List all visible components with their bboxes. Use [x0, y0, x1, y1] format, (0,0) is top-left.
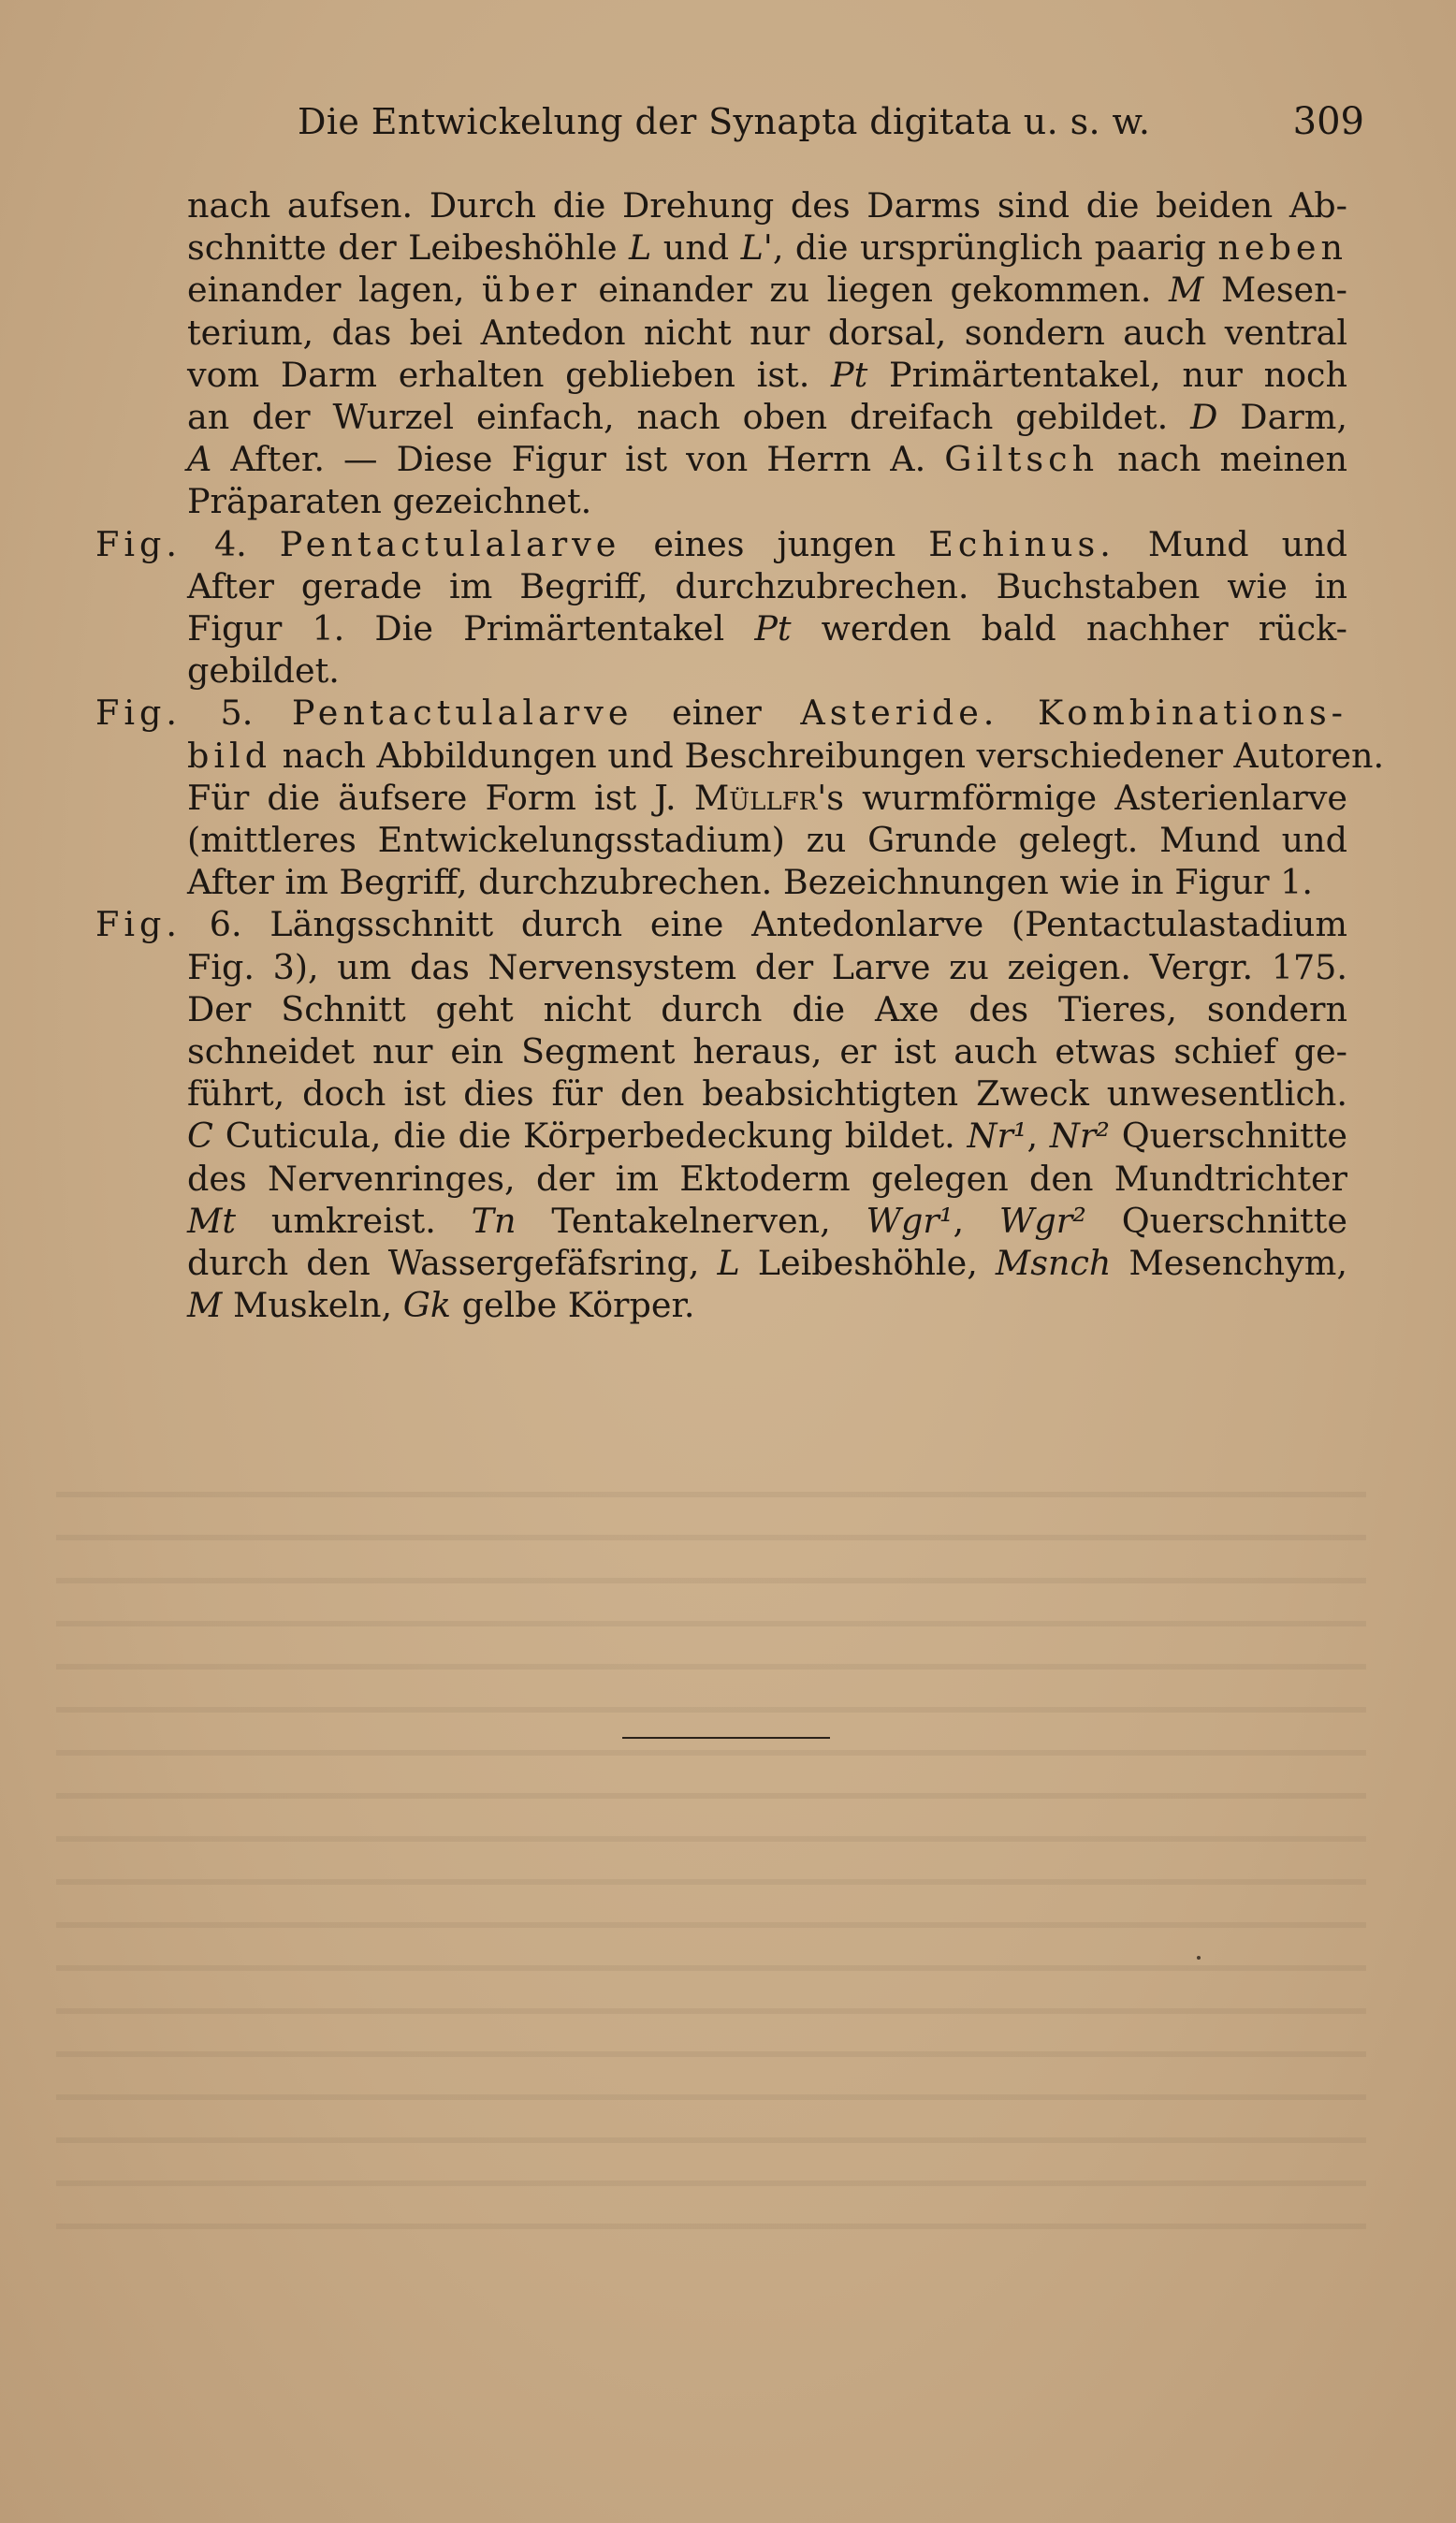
italic-label: Nr¹	[967, 1116, 1027, 1157]
small-caps-name: Müllfr	[693, 777, 818, 818]
text-line	[187, 565, 1347, 607]
text-line	[187, 819, 1347, 861]
paper-speck	[1197, 1956, 1201, 1960]
italic-label: D	[1190, 397, 1218, 437]
italic-label: Wgr¹	[866, 1200, 954, 1241]
text-run: ,	[1026, 1116, 1050, 1157]
spaced-text: Echinus.	[928, 523, 1115, 564]
italic-label: A	[187, 439, 212, 480]
text-run: 's wurmförmige Asterienlarve	[817, 777, 1347, 818]
spaced-text: bild	[187, 735, 272, 776]
text-run: Figur 1. Die Primärtentakel	[187, 608, 755, 649]
text-run: ,	[953, 1200, 999, 1241]
spaced-text: Giltsch	[944, 439, 1099, 480]
text-line	[187, 1158, 1347, 1200]
text-run: einander lagen,	[187, 270, 482, 311]
text-run: umkreist.	[236, 1200, 472, 1241]
italic-label: L'	[740, 227, 773, 269]
text-run: Darm,	[1217, 397, 1347, 437]
text-run: Für die äufsere Form ist J.	[187, 777, 694, 818]
italic-label: Pt	[831, 354, 868, 395]
text-run: durch den Wassergefäfsring,	[187, 1243, 718, 1283]
text-run: nach aufsen. Durch die Drehung des Darms sind die beiden Ab-	[187, 185, 1347, 226]
text-run: nach meinen	[1099, 439, 1347, 480]
text-run: schneidet nur ein Segment heraus, er ist auch etwas schief ge-	[187, 1031, 1347, 1072]
text-run: (mittleres Entwickelungsstadium) zu Grunde gelegt. Mund und	[187, 820, 1347, 860]
text-run: eines jungen	[620, 523, 929, 564]
italic-label: Msnch	[995, 1243, 1112, 1283]
text-run: 5.	[181, 693, 292, 734]
figure-caption-start-line	[95, 692, 1347, 734]
text-line	[187, 1284, 1347, 1326]
spaced-text: Fig.	[95, 904, 182, 945]
text-line	[187, 226, 1347, 269]
spaced-text: Pentactulalarve	[291, 693, 633, 734]
italic-label: Wgr²	[998, 1200, 1086, 1241]
text-line	[187, 1072, 1347, 1115]
text-line	[187, 1030, 1347, 1072]
text-line	[187, 607, 1347, 649]
text-line	[187, 269, 1347, 311]
text-run: terium, das bei Antedon nicht nur dorsal, sondern auch ventral	[187, 312, 1347, 353]
spaced-text: neben	[1217, 227, 1348, 269]
text-run: Tentakelnerven,	[516, 1200, 866, 1241]
italic-label: Pt	[754, 608, 792, 649]
text-line	[187, 312, 1347, 354]
text-run: Mesenchym,	[1111, 1243, 1347, 1283]
text-run: gebildet.	[187, 650, 340, 692]
show-through-texture	[56, 1460, 1366, 2237]
text-line	[187, 1200, 1347, 1242]
text-line	[187, 1242, 1347, 1284]
text-run: Der Schnitt geht nicht durch die Axe des Tieres, sondern	[187, 988, 1347, 1029]
text-run: Querschnitte	[1109, 1116, 1347, 1157]
italic-label: Nr²	[1049, 1116, 1110, 1157]
text-run: gelbe Körper.	[450, 1285, 695, 1326]
text-line	[187, 1115, 1347, 1157]
spaced-text: Kombinations-	[1037, 693, 1348, 734]
italic-label: M	[187, 1285, 223, 1326]
text-run: , die ursprünglich paarig	[772, 227, 1218, 269]
text-run: werden bald nachher rück-	[791, 608, 1347, 649]
italic-label: Tn	[471, 1200, 517, 1241]
text-run: nach Abbildungen und Beschreibungen verschiedener Autoren.	[271, 735, 1385, 776]
spaced-text: Asteride.	[800, 693, 999, 734]
text-line	[187, 946, 1347, 988]
text-line	[187, 777, 1347, 819]
italic-label: M	[1168, 270, 1204, 311]
text-line	[187, 354, 1347, 396]
text-line	[187, 988, 1347, 1030]
italic-label: Gk	[402, 1285, 451, 1326]
italic-label: L	[717, 1243, 740, 1283]
spaced-text: über	[481, 270, 581, 311]
page-number: 309	[1292, 100, 1364, 143]
text-run: Primärtentakel, nur noch	[867, 354, 1348, 395]
text-line	[187, 184, 1347, 226]
spaced-text: Pentactulalarve	[279, 523, 621, 564]
text-line	[187, 735, 1385, 777]
text-run: Präparaten gezeichnet.	[187, 481, 592, 522]
text-run: After im Begriff, durchzubrechen. Bezeichnungen wie in Figur 1.	[187, 862, 1313, 903]
text-run: des Nervenringes, der im Ektoderm gelegen den Mundtrichter	[187, 1158, 1347, 1199]
text-run: 4.	[181, 523, 280, 564]
text-run: 6. Längsschnitt durch eine Antedonlarve (Pentactulastadium	[181, 904, 1347, 945]
running-title: Die Entwickelung der Synapta digitata u. s. w.	[298, 101, 1151, 142]
text-run: führt, doch ist dies für den beabsichtigten Zweck unwesentlich.	[187, 1073, 1347, 1115]
text-run: Cuticula, die die Körperbedeckung bildet.	[212, 1116, 968, 1157]
text-run: schnitte der Leibeshöhle	[187, 227, 630, 269]
text-run: einander zu liegen gekommen.	[580, 270, 1169, 311]
text-run: Muskeln,	[222, 1285, 403, 1326]
text-line	[187, 438, 1347, 480]
italic-label: Mt	[187, 1200, 237, 1241]
italic-label: C	[187, 1116, 213, 1157]
figure-caption-start-line	[95, 523, 1347, 565]
text-run: und	[651, 227, 741, 269]
text-run: After gerade im Begriff, durchzubrechen. Buchstaben wie in	[187, 565, 1347, 606]
footnote-separator-rule	[622, 1737, 830, 1739]
text-run: After. — Diese Figur ist von Herrn A.	[211, 439, 945, 480]
text-run: Leibeshöhle,	[739, 1243, 996, 1283]
text-run: einer	[633, 693, 801, 734]
text-run: an der Wurzel einfach, nach oben dreifach gebildet.	[187, 397, 1191, 437]
text-run: Fig. 3), um das Nervensystem der Larve zu zeigen. Vergr. 175.	[187, 946, 1347, 987]
figure-caption-start-line	[95, 903, 1347, 945]
text-run	[998, 693, 1038, 733]
text-run: Mund und	[1114, 523, 1347, 564]
italic-label: L	[629, 227, 652, 269]
text-run: Querschnitte	[1085, 1200, 1347, 1241]
spaced-text: Fig.	[95, 523, 182, 564]
text-line	[187, 861, 1347, 903]
running-head	[298, 94, 1364, 150]
text-run: Mesen-	[1203, 270, 1348, 311]
text-line	[187, 396, 1347, 438]
text-run: vom Darm erhalten geblieben ist.	[187, 354, 832, 395]
text-line	[187, 649, 1347, 692]
text-line	[187, 480, 1347, 522]
spaced-text: Fig.	[95, 693, 182, 734]
